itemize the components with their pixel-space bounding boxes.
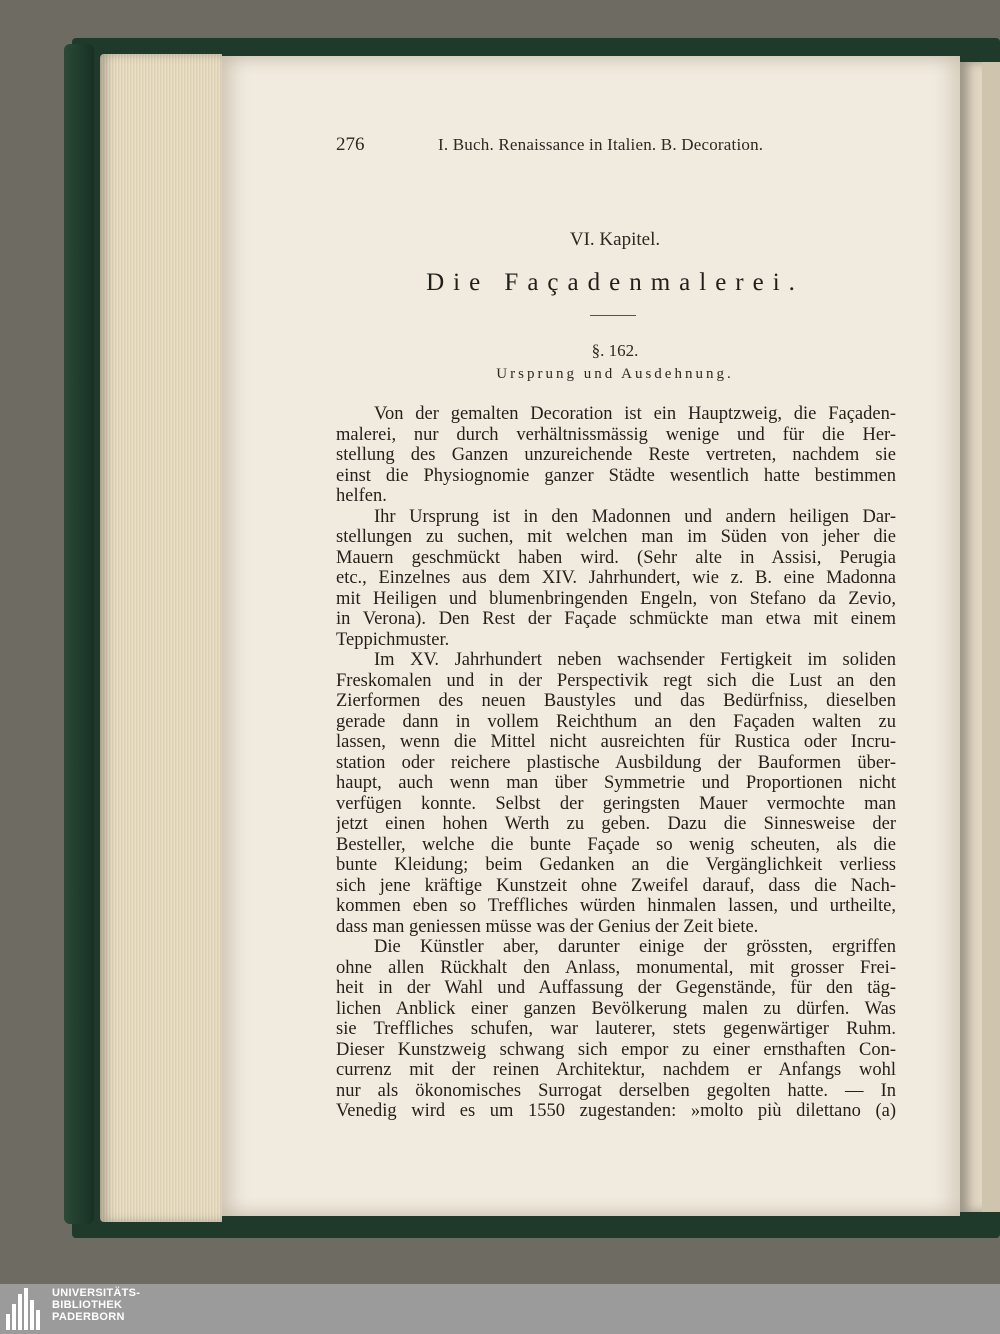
text-line: in Verona). Den Rest der Façade schmückte man etwa mit einem (336, 609, 896, 629)
text-line: dass man geniessen müsse was der Genius der Zeit biete. (336, 916, 759, 937)
library-name-line-3: PADERBORN (52, 1311, 125, 1323)
text-line: Dieser Kunstzweig schwang sich empor zu einer ernsthaften Con- (336, 1039, 896, 1060)
title-rule (590, 315, 636, 316)
text-line: lassen, wenn die Mittel nicht ausreichten für Rustica oder Incru- (336, 732, 896, 752)
text-line: jetzt einen hohen Werth zu geben. Dazu die Sinnesweise der (336, 814, 896, 834)
text-line: stellungen zu suchen, mit welchen man im Süden von jeher die (336, 527, 896, 547)
chapter-heading: VI. Kapitel. (569, 229, 661, 250)
text-line: heit in der Wahl und Auffassung der Gegenstände, für den täg- (336, 978, 896, 998)
text-line: Zierformen des neuen Baustyles und das Bedürfniss, dieselben (336, 691, 896, 711)
section-subheading: Ursprung und Ausdehnung. (496, 366, 734, 382)
text-line: verfügen konnte. Selbst der geringsten Mauer vermochte man (336, 793, 896, 814)
text-line: sich jene kräftige Kunstzeit ohne Zweifel darauf, dass die Nach- (336, 875, 896, 896)
text-line: stellung des Ganzen unzureichende Reste vertreten, nachdem sie (336, 445, 896, 465)
text-line: Von der gemalten Decoration ist ein Hauptzweig, die Façaden- (374, 404, 896, 424)
text-line: ohne allen Rückhalt den Anlass, monumental, mit grosser Frei- (336, 957, 896, 978)
text-line: sie Treffliches schufen, war lauterer, stets gegenwärtiger Ruhm. (336, 1019, 896, 1039)
running-header (336, 134, 796, 158)
text-line: helfen. (336, 486, 387, 506)
text-line: Ihr Ursprung ist in den Madonnen und andern heiligen Dar- (374, 506, 896, 527)
text-line: Venedig wird es um 1550 zugestanden: »molto più dilettano (a) (336, 1101, 896, 1121)
text-line: nur als ökonomisches Surrogat derselben gegolten hatte. — In (336, 1080, 896, 1101)
library-name (52, 1287, 140, 1323)
library-name-line-1: UNIVERSITÄTS- (52, 1287, 141, 1299)
text-line: Besteller, welche die bunte Façade so wenig scheuten, als die (336, 834, 896, 855)
facing-page-strip (982, 62, 1000, 1212)
book-spine-edge (64, 44, 94, 1224)
text-line: gerade dann in vollem Reichthum an den Façaden walten zu (336, 711, 896, 732)
page-number: 276 (336, 134, 365, 155)
section-number: §. 162. (591, 341, 639, 360)
text-line: Die Künstler aber, darunter einige der grössten, ergriffen (374, 937, 896, 957)
text-line: station oder reichere plastische Ausbildung der Bauformen über- (336, 752, 896, 773)
text-line: bunte Kleidung; beim Gedanken an die Vergänglichkeit verliess (336, 855, 896, 875)
text-line: mit Heiligen und blumenbringenden Engeln, von Stefano da Zevio, (336, 588, 896, 609)
text-line: currenz mit der reinen Architektur, nachdem er Anfangs wohl (336, 1060, 896, 1080)
text-line: Im XV. Jahrhundert neben wachsender Fertigkeit im soliden (374, 650, 896, 670)
chapter-title: Die Façadenmalerei. (426, 269, 804, 296)
text-line: kommen eben so Treffliches würden hinmalen lassen, und urtheilte, (336, 896, 896, 916)
text-line: Mauern geschmückt haben wird. (Sehr alte in Assisi, Perugia (336, 547, 896, 568)
text-line: Freskomalen und in der Perspectivik regt sich die Lust an den (336, 670, 896, 691)
running-title: I. Buch. Renaissance in Italien. B. Decoration. (438, 135, 764, 154)
text-line: Teppichmuster. (336, 629, 450, 650)
text-line: etc., Einzelnes aus dem XIV. Jahrhundert, wie z. B. eine Madonna (336, 568, 896, 588)
library-logo-icon (6, 1288, 46, 1330)
library-footer (0, 1284, 1000, 1334)
library-name-line-2: BIBLIOTHEK (52, 1299, 123, 1311)
text-line: einst die Physiognomie ganzer Städte wesentlich hatte bestimmen (336, 465, 896, 486)
text-line: haupt, auch wenn man über Symmetrie und Proportionen nicht (336, 773, 896, 793)
body-text (336, 404, 896, 1122)
text-line: malerei, nur durch verhältnissmässig wenige und für die Her- (336, 424, 896, 445)
page-edges (100, 54, 222, 1222)
text-line: lichen Anblick einer ganzen Bevölkerung malen zu dürfen. Was (336, 998, 896, 1019)
